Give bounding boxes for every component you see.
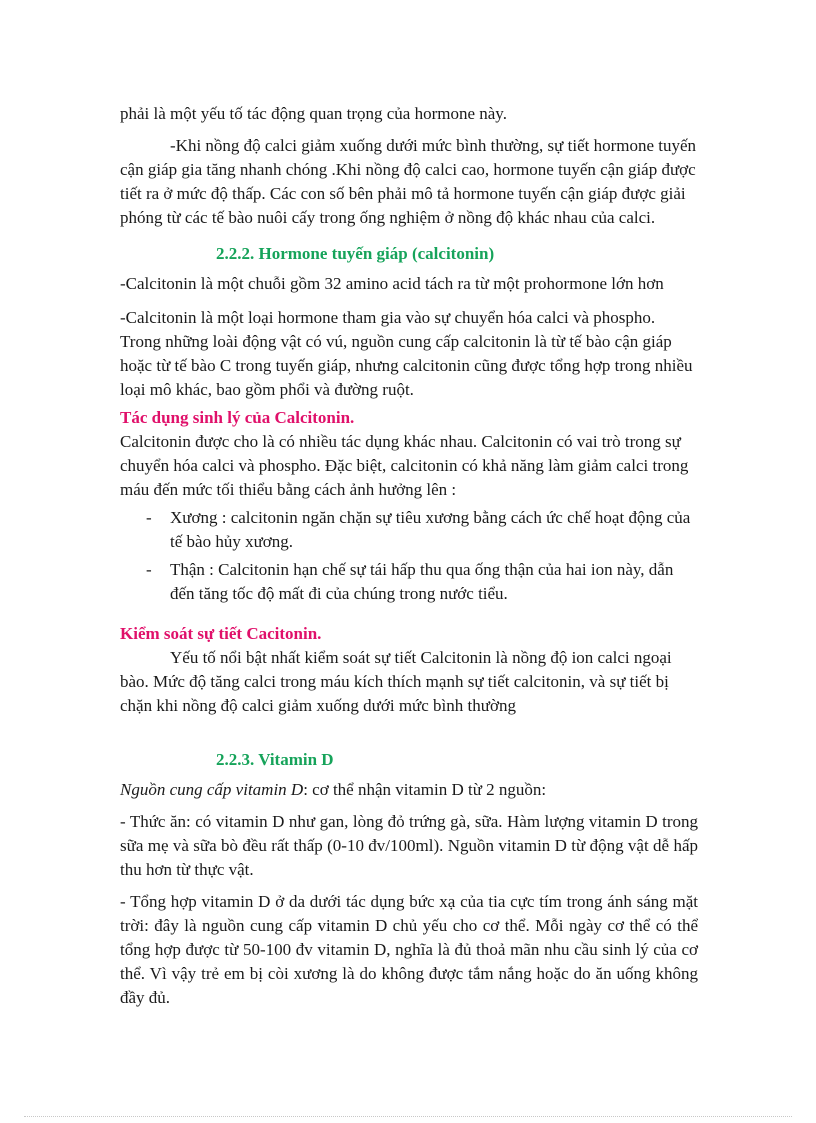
effects-list xyxy=(120,506,698,606)
paragraph-vitamin-d-sources xyxy=(120,778,698,802)
list-dash: - xyxy=(146,560,152,579)
page-bottom-divider xyxy=(24,1116,792,1117)
list-item-kidney-text: Thận : Calcitonin hạn chế sự tái hấp thu qua ống thận của hai ion này, dẫn đến tăng tốc độ mất đi của chúng trong nước tiểu. xyxy=(170,560,674,603)
section-heading-2-2-3: 2.2.3. Vitamin D xyxy=(216,750,334,769)
heading-secretion-control: Kiểm soát sự tiết Cacitonin. xyxy=(120,624,322,643)
paragraph-continuation: phải là một yếu tố tác động quan trọng của hormone này. xyxy=(120,104,507,123)
heading-physiological-effects: Tác dụng sinh lý của Calcitonin. xyxy=(120,408,355,427)
list-dash: - xyxy=(146,508,152,527)
paragraph-calcitonin-chain: -Calcitonin là một chuỗi gồm 32 amino acid tách ra từ một prohormone lớn hơn xyxy=(120,274,664,293)
paragraph-effects-intro: Calcitonin được cho là có nhiều tác dụng khác nhau. Calcitonin có vai trò trong sự chuyển hóa calci và phospho. Đặc biệt, calcitonin có khả năng làm giảm calci trong máu đến mức tối thiểu bằng cách ảnh hưởng lên : xyxy=(120,432,689,499)
paragraph-calcitonin-role: -Calcitonin là một loại hormone tham gia vào sự chuyển hóa calci và phospho. Trong những loài động vật có vú, nguồn cung cấp calcitonin là từ tế bào cận giáp hoặc từ tế bào C trong tuyến giáp, nhưng calcitonin cũng được tổng hợp trong nhiều loại mô khác, bao gồm phổi và đường ruột. xyxy=(120,308,693,399)
paragraph-calcium-secretion: -Khi nồng độ calci giảm xuống dưới mức bình thường, sự tiết hormone tuyến cận giáp gia tăng nhanh chóng .Khi nồng độ calci cao, hormone tuyến cận giáp được tiết ra ở mức độ thấp. Các con số bên phải mô tả hormone tuyến cận giáp được giải phóng từ các tế bào nuôi cấy trong ống nghiệm ở nồng độ khác nhau của calci. xyxy=(120,136,697,227)
list-item-bone xyxy=(120,506,698,554)
paragraph-food-source: - Thức ăn: có vitamin D như gan, lòng đỏ trứng gà, sữa. Hàm lượng vitamin D trong sữa mẹ và sữa bò đều rất thấp (0-10 đv/100ml). Nguồn vitamin D từ động vật dễ hấp thu hơn từ thực vật. xyxy=(120,812,698,879)
document-page xyxy=(120,102,698,1010)
list-item-bone-text: Xương : calcitonin ngăn chặn sự tiêu xương bằng cách ức chế hoạt động của tế bào hủy xương. xyxy=(170,508,691,551)
section-heading-2-2-2: 2.2.2. Hormone tuyến giáp (calcitonin) xyxy=(216,244,495,263)
source-rest: : cơ thể nhận vitamin D từ 2 nguồn: xyxy=(303,780,547,799)
paragraph-secretion-control: Yếu tố nổi bật nhất kiểm soát sự tiết Calcitonin là nồng độ ion calci ngoại bào. Mức độ tăng calci trong máu kích thích mạnh sự tiết calcitonin, và sự tiết bị chặn khi nồng độ calci giảm xuống dưới mức bình thường xyxy=(120,648,672,715)
source-label: Nguồn cung cấp vitamin D xyxy=(120,780,304,799)
paragraph-skin-synthesis: - Tổng hợp vitamin D ở da dưới tác dụng bức xạ của tia cực tím trong ánh sáng mặt trời: đây là nguồn cung cấp vitamin D chủ yếu cho cơ thể. Mỗi ngày cơ thể có thể tổng hợp được từ 50-100 đv vitamin D, nghĩa là đủ thoả mãn nhu cầu sinh lý của cơ thể. Vì vậy trẻ em bị còi xương là do không được tắm nắng hoặc do ăn uống không đầy đủ. xyxy=(120,892,698,1007)
list-item-kidney xyxy=(120,558,698,606)
